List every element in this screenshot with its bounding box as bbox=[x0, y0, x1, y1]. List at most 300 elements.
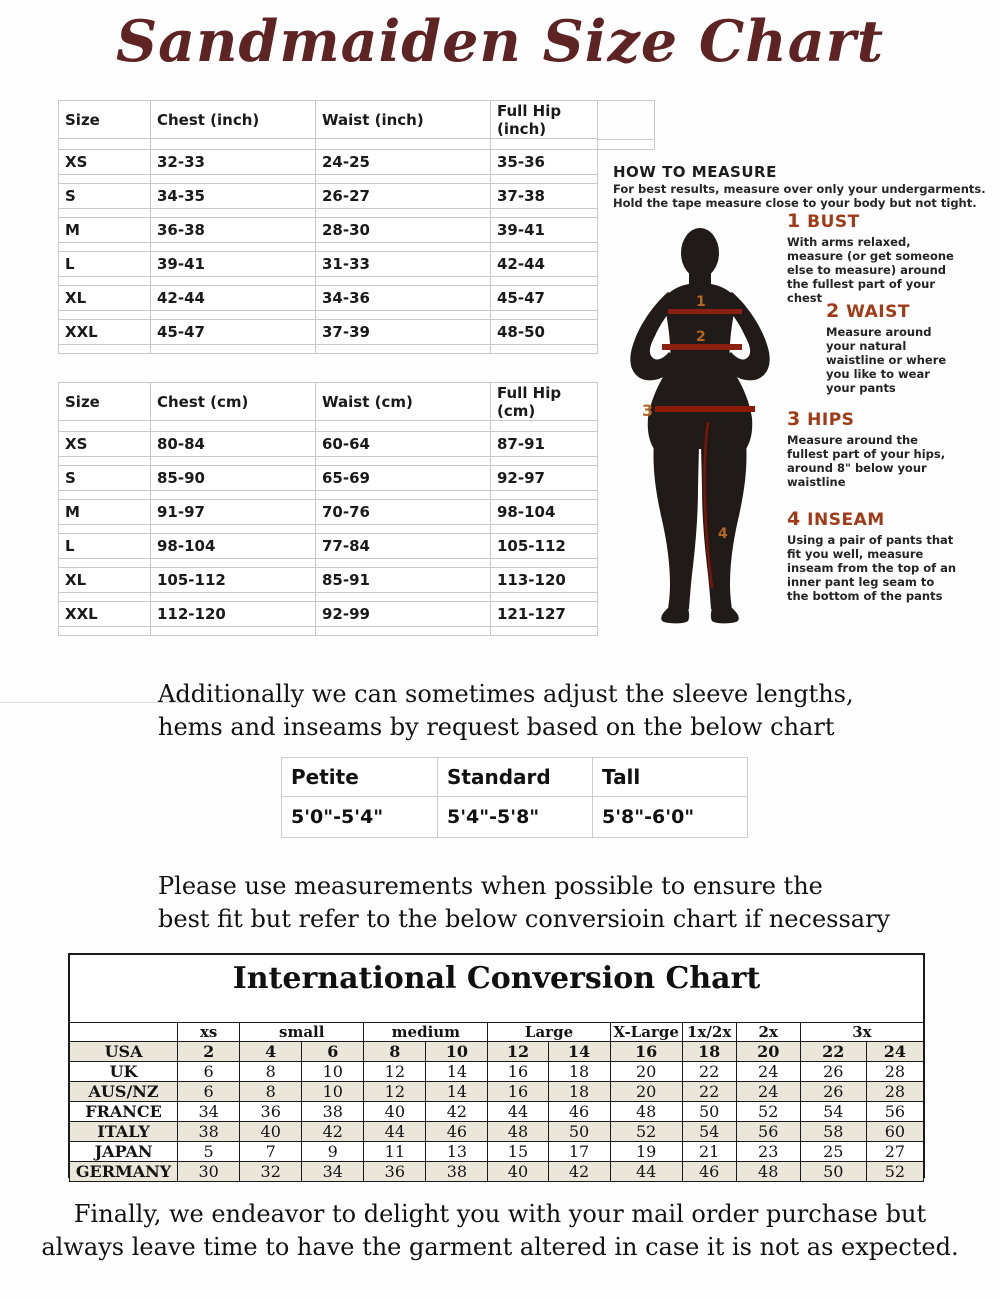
conversion-size-cell: 22 bbox=[682, 1082, 736, 1102]
figure-left-foot bbox=[661, 608, 689, 623]
conversion-size-cell: 12 bbox=[364, 1062, 426, 1082]
conversion-group-header-cell: Large bbox=[488, 1023, 610, 1042]
size-table-cell: XS bbox=[59, 150, 151, 175]
conversion-size-cell: 56 bbox=[736, 1122, 800, 1142]
how-to-measure-intro bbox=[613, 183, 986, 210]
conversion-size-cell: 18 bbox=[682, 1042, 736, 1062]
step-waist bbox=[826, 300, 966, 395]
conversion-group-header-cell: X-Large bbox=[610, 1023, 682, 1042]
conversion-size-cell: 10 bbox=[426, 1042, 488, 1062]
size-table-spacer-row bbox=[59, 139, 598, 150]
step-bust bbox=[787, 210, 959, 305]
spacer-cell bbox=[151, 525, 316, 534]
conversion-size-cell: 48 bbox=[610, 1102, 682, 1122]
size-table-cell: XL bbox=[59, 568, 151, 593]
size-table-row bbox=[59, 218, 598, 243]
step-bust-label: BUST bbox=[807, 212, 860, 232]
size-table-cell: 32-33 bbox=[151, 150, 316, 175]
spacer-cell bbox=[491, 175, 598, 184]
figure-number-waist: 2 bbox=[696, 329, 706, 345]
conversion-chart bbox=[68, 953, 925, 1181]
conversion-row bbox=[70, 1122, 924, 1142]
conversion-row bbox=[70, 1142, 924, 1162]
conversion-country-cell: UK bbox=[70, 1062, 178, 1082]
size-table-cm bbox=[58, 382, 598, 636]
size-table-cell: 31-33 bbox=[316, 252, 491, 277]
measure-note bbox=[158, 870, 890, 936]
size-table-row bbox=[59, 320, 598, 345]
size-table-cell: 37-38 bbox=[491, 184, 598, 209]
spacer-cell bbox=[151, 243, 316, 252]
conversion-size-cell: 26 bbox=[800, 1062, 866, 1082]
height-table-header-row bbox=[282, 758, 748, 797]
size-table-spacer-row bbox=[59, 175, 598, 184]
step-hips-text: Measure around the fullest part of your hips, around 8" below your waistline bbox=[787, 433, 946, 489]
size-table-header-cell: Full Hip (cm) bbox=[491, 383, 598, 421]
spacer-cell bbox=[491, 139, 598, 150]
conversion-row bbox=[70, 1062, 924, 1082]
conversion-size-cell: 6 bbox=[178, 1062, 240, 1082]
size-table-header-cell: Chest (inch) bbox=[151, 101, 316, 139]
spacer-cell bbox=[151, 559, 316, 568]
spacer-cell bbox=[316, 175, 491, 184]
conversion-size-cell: 44 bbox=[364, 1122, 426, 1142]
spacer-cell bbox=[491, 525, 598, 534]
conversion-size-cell: 16 bbox=[610, 1042, 682, 1062]
hips-measure-line bbox=[655, 406, 755, 412]
size-table-cell: S bbox=[59, 466, 151, 491]
conversion-size-cell: 20 bbox=[736, 1042, 800, 1062]
spacer-cell bbox=[59, 559, 151, 568]
figure-left-leg bbox=[653, 441, 699, 609]
size-table-spacer-row bbox=[59, 627, 598, 636]
conversion-size-cell: 42 bbox=[548, 1162, 610, 1182]
conversion-size-cell: 10 bbox=[302, 1082, 364, 1102]
conversion-size-cell: 21 bbox=[682, 1142, 736, 1162]
conversion-size-cell: 6 bbox=[302, 1042, 364, 1062]
size-table-row bbox=[59, 286, 598, 311]
conversion-row bbox=[70, 1102, 924, 1122]
spacer-cell bbox=[491, 627, 598, 636]
spacer-cell bbox=[491, 491, 598, 500]
spacer-cell bbox=[151, 421, 316, 432]
conversion-size-cell: 24 bbox=[866, 1042, 923, 1062]
spacer-cell bbox=[151, 311, 316, 320]
size-table-cell: 42-44 bbox=[491, 252, 598, 277]
size-table-cell: XS bbox=[59, 432, 151, 457]
size-table-row bbox=[59, 432, 598, 457]
spacer-cell bbox=[316, 345, 491, 354]
conversion-size-cell: 14 bbox=[548, 1042, 610, 1062]
step-bust-heading bbox=[787, 210, 959, 232]
spacer-cell bbox=[491, 243, 598, 252]
step-hips-number: 3 bbox=[787, 408, 801, 430]
size-table-cell: 65-69 bbox=[316, 466, 491, 491]
size-table-cell: 91-97 bbox=[151, 500, 316, 525]
conversion-group-header-cell: 1x/2x bbox=[682, 1023, 736, 1042]
conversion-size-cell: 26 bbox=[800, 1082, 866, 1102]
size-table-cell: 45-47 bbox=[151, 320, 316, 345]
spacer-cell bbox=[316, 457, 491, 466]
spacer-cell bbox=[59, 175, 151, 184]
conversion-size-cell: 30 bbox=[178, 1162, 240, 1182]
size-table-cell: 121-127 bbox=[491, 602, 598, 627]
size-table-cell: 60-64 bbox=[316, 432, 491, 457]
spacer-cell bbox=[151, 139, 316, 150]
conversion-size-cell: 8 bbox=[240, 1062, 302, 1082]
size-table-row bbox=[59, 568, 598, 593]
conversion-size-cell: 38 bbox=[302, 1102, 364, 1122]
measure-note-line-1: Please use measurements when possible to ensure the bbox=[158, 872, 823, 900]
step-hips bbox=[787, 408, 959, 489]
conversion-size-cell: 10 bbox=[302, 1062, 364, 1082]
step-hips-heading bbox=[787, 408, 959, 430]
conversion-group-header-cell: xs bbox=[178, 1023, 240, 1042]
size-table-row bbox=[59, 534, 598, 559]
spacer-cell bbox=[59, 627, 151, 636]
spacer-cell bbox=[59, 457, 151, 466]
conversion-size-cell: 2 bbox=[178, 1042, 240, 1062]
size-table-row bbox=[59, 184, 598, 209]
size-table-row bbox=[59, 150, 598, 175]
size-table-header-row bbox=[59, 101, 598, 139]
spacer-cell bbox=[316, 593, 491, 602]
conversion-size-cell: 38 bbox=[178, 1122, 240, 1142]
spacer-cell bbox=[59, 345, 151, 354]
step-inseam-number: 4 bbox=[787, 508, 801, 530]
size-table-cell: 77-84 bbox=[316, 534, 491, 559]
height-table bbox=[281, 757, 748, 838]
conversion-size-cell: 34 bbox=[178, 1102, 240, 1122]
size-table-cell: 98-104 bbox=[491, 500, 598, 525]
size-table-row bbox=[59, 252, 598, 277]
height-table-value-row bbox=[282, 797, 748, 838]
size-table-cell: 92-99 bbox=[316, 602, 491, 627]
size-table-spacer-row bbox=[59, 457, 598, 466]
conversion-size-cell: 25 bbox=[800, 1142, 866, 1162]
spacer-cell bbox=[316, 627, 491, 636]
spacer-cell bbox=[59, 525, 151, 534]
conversion-size-cell: 40 bbox=[488, 1162, 548, 1182]
step-waist-heading bbox=[826, 300, 966, 322]
size-table-spacer-row bbox=[59, 345, 598, 354]
step-inseam-heading bbox=[787, 508, 965, 530]
spacer-cell bbox=[59, 209, 151, 218]
height-header-standard: Standard bbox=[438, 758, 593, 797]
size-table-cell: 87-91 bbox=[491, 432, 598, 457]
conversion-size-cell: 50 bbox=[800, 1162, 866, 1182]
conversion-row bbox=[70, 1162, 924, 1182]
conversion-size-cell: 28 bbox=[866, 1062, 923, 1082]
size-table-spacer-row bbox=[59, 311, 598, 320]
step-bust-number: 1 bbox=[787, 210, 801, 232]
spacer-cell bbox=[151, 457, 316, 466]
height-value-tall: 5'8"-6'0" bbox=[593, 797, 748, 838]
conversion-size-cell: 46 bbox=[426, 1122, 488, 1142]
conversion-size-cell: 24 bbox=[736, 1082, 800, 1102]
size-table-cell: 24-25 bbox=[316, 150, 491, 175]
conversion-country-cell: USA bbox=[70, 1042, 178, 1062]
conversion-size-cell: 8 bbox=[240, 1082, 302, 1102]
conversion-size-cell: 44 bbox=[610, 1162, 682, 1182]
size-table-cell: 85-90 bbox=[151, 466, 316, 491]
spacer-cell bbox=[151, 345, 316, 354]
conversion-size-cell: 36 bbox=[240, 1102, 302, 1122]
size-table-cell: L bbox=[59, 534, 151, 559]
size-table-cell: XXL bbox=[59, 602, 151, 627]
size-table-cell: 70-76 bbox=[316, 500, 491, 525]
conversion-size-cell: 40 bbox=[240, 1122, 302, 1142]
conversion-size-cell: 15 bbox=[488, 1142, 548, 1162]
spacer-cell bbox=[491, 311, 598, 320]
conversion-size-cell: 6 bbox=[178, 1082, 240, 1102]
conversion-size-cell: 54 bbox=[682, 1122, 736, 1142]
spacer-cell bbox=[316, 559, 491, 568]
size-table-cell: M bbox=[59, 218, 151, 243]
figure-right-leg bbox=[701, 441, 747, 609]
conversion-country-cell: GERMANY bbox=[70, 1162, 178, 1182]
size-table-inches bbox=[58, 100, 598, 354]
size-table-spacer-row bbox=[59, 243, 598, 252]
conversion-size-cell: 12 bbox=[488, 1042, 548, 1062]
closing-note-line-2: always leave time to have the garment altered in case it is not as expected. bbox=[41, 1233, 959, 1261]
spacer-cell bbox=[491, 209, 598, 218]
figure-right-foot bbox=[711, 608, 739, 623]
conversion-size-cell: 20 bbox=[610, 1082, 682, 1102]
spacer-cell bbox=[59, 243, 151, 252]
conversion-size-cell: 52 bbox=[736, 1102, 800, 1122]
adjust-note-line-1: Additionally we can sometimes adjust the sleeve lengths, bbox=[158, 680, 854, 708]
size-table-row bbox=[59, 602, 598, 627]
spacer-cell bbox=[151, 593, 316, 602]
conversion-size-cell: 12 bbox=[364, 1082, 426, 1102]
size-table-cell: 48-50 bbox=[491, 320, 598, 345]
spacer-cell bbox=[316, 139, 491, 150]
size-table-cell: 45-47 bbox=[491, 286, 598, 311]
spacer-cell bbox=[151, 627, 316, 636]
size-table-cell: 35-36 bbox=[491, 150, 598, 175]
conversion-group-header-cell: medium bbox=[364, 1023, 488, 1042]
conversion-size-cell: 18 bbox=[548, 1082, 610, 1102]
size-table-header-cell: Chest (cm) bbox=[151, 383, 316, 421]
spacer-cell bbox=[316, 311, 491, 320]
conversion-size-cell: 50 bbox=[682, 1102, 736, 1122]
spacer-cell bbox=[316, 277, 491, 286]
conversion-size-cell: 28 bbox=[866, 1082, 923, 1102]
size-table-header-cell: Waist (cm) bbox=[316, 383, 491, 421]
height-header-tall: Tall bbox=[593, 758, 748, 797]
spacer-cell bbox=[491, 593, 598, 602]
conversion-size-cell: 27 bbox=[866, 1142, 923, 1162]
spacer-cell bbox=[59, 311, 151, 320]
size-table-cell: 105-112 bbox=[491, 534, 598, 559]
step-hips-label: HIPS bbox=[807, 410, 855, 430]
spacer-cell bbox=[59, 421, 151, 432]
size-table-cell: 36-38 bbox=[151, 218, 316, 243]
spacer-cell bbox=[151, 175, 316, 184]
conversion-size-cell: 34 bbox=[302, 1162, 364, 1182]
conversion-size-cell: 5 bbox=[178, 1142, 240, 1162]
size-table-cell: 37-39 bbox=[316, 320, 491, 345]
size-table-cell: 39-41 bbox=[151, 252, 316, 277]
spacer-cell bbox=[316, 421, 491, 432]
table-header-extension bbox=[597, 100, 655, 150]
conversion-country-cell: AUS/NZ bbox=[70, 1082, 178, 1102]
conversion-corner-cell bbox=[70, 1023, 178, 1042]
conversion-group-header-cell: 2x bbox=[736, 1023, 800, 1042]
size-table-cell: XXL bbox=[59, 320, 151, 345]
size-table-cell: 92-97 bbox=[491, 466, 598, 491]
size-table-header-row bbox=[59, 383, 598, 421]
conversion-size-cell: 22 bbox=[800, 1042, 866, 1062]
size-table-cell: 105-112 bbox=[151, 568, 316, 593]
size-table-cell: L bbox=[59, 252, 151, 277]
conversion-size-cell: 52 bbox=[866, 1162, 923, 1182]
conversion-size-cell: 48 bbox=[488, 1122, 548, 1142]
conversion-chart-title: International Conversion Chart bbox=[232, 961, 761, 996]
spacer-cell bbox=[491, 345, 598, 354]
size-table-spacer-row bbox=[59, 559, 598, 568]
conversion-group-header-row bbox=[70, 1023, 924, 1042]
conversion-row bbox=[70, 1082, 924, 1102]
conversion-size-cell: 11 bbox=[364, 1142, 426, 1162]
conversion-size-cell: 4 bbox=[240, 1042, 302, 1062]
size-table-spacer-row bbox=[59, 209, 598, 218]
size-table-header-cell: Size bbox=[59, 383, 151, 421]
size-table-header-cell: Full Hip (inch) bbox=[491, 101, 598, 139]
conversion-size-cell: 16 bbox=[488, 1062, 548, 1082]
size-table-cell: 34-35 bbox=[151, 184, 316, 209]
spacer-cell bbox=[151, 277, 316, 286]
step-inseam bbox=[787, 508, 965, 603]
size-table-cell: M bbox=[59, 500, 151, 525]
step-bust-text: With arms relaxed, measure (or get someone else to measure) around the fullest part of your chest bbox=[787, 235, 954, 305]
step-waist-text: Measure around your natural waistline or where you like to wear your pants bbox=[826, 325, 947, 395]
adjust-note-line-2: hems and inseams by request based on the below chart bbox=[158, 713, 835, 741]
spacer-cell bbox=[316, 243, 491, 252]
size-table-spacer-row bbox=[59, 277, 598, 286]
height-header-petite: Petite bbox=[282, 758, 438, 797]
size-table-cell: 42-44 bbox=[151, 286, 316, 311]
conversion-size-cell: 24 bbox=[736, 1062, 800, 1082]
spacer-cell bbox=[316, 209, 491, 218]
spacer-cell bbox=[316, 491, 491, 500]
conversion-size-cell: 56 bbox=[866, 1102, 923, 1122]
spacer-cell bbox=[151, 491, 316, 500]
figure-number-inseam: 4 bbox=[718, 526, 728, 542]
spacer-cell bbox=[491, 421, 598, 432]
size-table-cell: 113-120 bbox=[491, 568, 598, 593]
spacer-cell bbox=[59, 593, 151, 602]
step-inseam-label: INSEAM bbox=[807, 510, 885, 530]
conversion-country-cell: FRANCE bbox=[70, 1102, 178, 1122]
conversion-size-cell: 42 bbox=[426, 1102, 488, 1122]
size-table-row bbox=[59, 466, 598, 491]
conversion-size-cell: 36 bbox=[364, 1162, 426, 1182]
conversion-size-cell: 44 bbox=[488, 1102, 548, 1122]
size-table-cell: 85-91 bbox=[316, 568, 491, 593]
size-table-cell: 80-84 bbox=[151, 432, 316, 457]
conversion-group-header-cell: small bbox=[240, 1023, 364, 1042]
conversion-size-cell: 54 bbox=[800, 1102, 866, 1122]
size-table-cell: 39-41 bbox=[491, 218, 598, 243]
conversion-size-cell: 48 bbox=[736, 1162, 800, 1182]
step-waist-label: WAIST bbox=[846, 302, 910, 322]
size-table-spacer-row bbox=[59, 421, 598, 432]
size-table-header-cell: Waist (inch) bbox=[316, 101, 491, 139]
spacer-cell bbox=[491, 559, 598, 568]
size-table-spacer-row bbox=[59, 491, 598, 500]
spacer-cell bbox=[151, 209, 316, 218]
conversion-size-cell: 18 bbox=[548, 1062, 610, 1082]
conversion-size-cell: 58 bbox=[800, 1122, 866, 1142]
step-inseam-text: Using a pair of pants that fit you well, measure inseam from the top of an inner pant leg seam to the bottom of the pants bbox=[787, 533, 957, 603]
adjust-note bbox=[158, 678, 854, 744]
conversion-table bbox=[69, 1022, 924, 1182]
closing-note-line-1: Finally, we endeavor to delight you with your mail order purchase but bbox=[73, 1200, 927, 1228]
size-table-cell: S bbox=[59, 184, 151, 209]
measure-note-line-2: best fit but refer to the below conversioin chart if necessary bbox=[158, 905, 891, 933]
figure-number-hips: 3 bbox=[642, 401, 654, 420]
page-title: Sandmaiden Size Chart bbox=[115, 8, 885, 75]
conversion-size-cell: 40 bbox=[364, 1102, 426, 1122]
conversion-size-cell: 13 bbox=[426, 1142, 488, 1162]
step-waist-number: 2 bbox=[826, 300, 840, 322]
conversion-size-cell: 9 bbox=[302, 1142, 364, 1162]
conversion-size-cell: 16 bbox=[488, 1082, 548, 1102]
conversion-size-cell: 60 bbox=[866, 1122, 923, 1142]
spacer-cell bbox=[59, 277, 151, 286]
size-table-spacer-row bbox=[59, 593, 598, 602]
size-table-row bbox=[59, 500, 598, 525]
figure-number-bust: 1 bbox=[696, 294, 706, 310]
conversion-size-cell: 14 bbox=[426, 1082, 488, 1102]
spacer-cell bbox=[491, 457, 598, 466]
how-to-measure-title: HOW TO MEASURE bbox=[613, 163, 777, 181]
size-table-spacer-row bbox=[59, 525, 598, 534]
conversion-row bbox=[70, 1042, 924, 1062]
height-value-standard: 5'4"-5'8" bbox=[438, 797, 593, 838]
conversion-size-cell: 50 bbox=[548, 1122, 610, 1142]
conversion-size-cell: 14 bbox=[426, 1062, 488, 1082]
height-value-petite: 5'0"-5'4" bbox=[282, 797, 438, 838]
spacer-cell bbox=[59, 139, 151, 150]
spacer-cell bbox=[316, 525, 491, 534]
conversion-size-cell: 42 bbox=[302, 1122, 364, 1142]
conversion-size-cell: 22 bbox=[682, 1062, 736, 1082]
size-table-cell: 28-30 bbox=[316, 218, 491, 243]
intro-line-1: For best results, measure over only your undergarments. bbox=[613, 182, 986, 196]
conversion-size-cell: 52 bbox=[610, 1122, 682, 1142]
conversion-size-cell: 46 bbox=[682, 1162, 736, 1182]
conversion-size-cell: 8 bbox=[364, 1042, 426, 1062]
spacer-cell bbox=[491, 277, 598, 286]
size-table-cell: 34-36 bbox=[316, 286, 491, 311]
closing-note bbox=[0, 1198, 1000, 1264]
size-table-cell: 26-27 bbox=[316, 184, 491, 209]
size-table-header-cell: Size bbox=[59, 101, 151, 139]
size-table-cell: 98-104 bbox=[151, 534, 316, 559]
size-table-cell: 112-120 bbox=[151, 602, 316, 627]
size-table-cell: XL bbox=[59, 286, 151, 311]
conversion-size-cell: 38 bbox=[426, 1162, 488, 1182]
conversion-size-cell: 23 bbox=[736, 1142, 800, 1162]
spacer-cell bbox=[59, 491, 151, 500]
conversion-size-cell: 46 bbox=[548, 1102, 610, 1122]
conversion-country-cell: ITALY bbox=[70, 1122, 178, 1142]
conversion-size-cell: 32 bbox=[240, 1162, 302, 1182]
conversion-size-cell: 20 bbox=[610, 1062, 682, 1082]
